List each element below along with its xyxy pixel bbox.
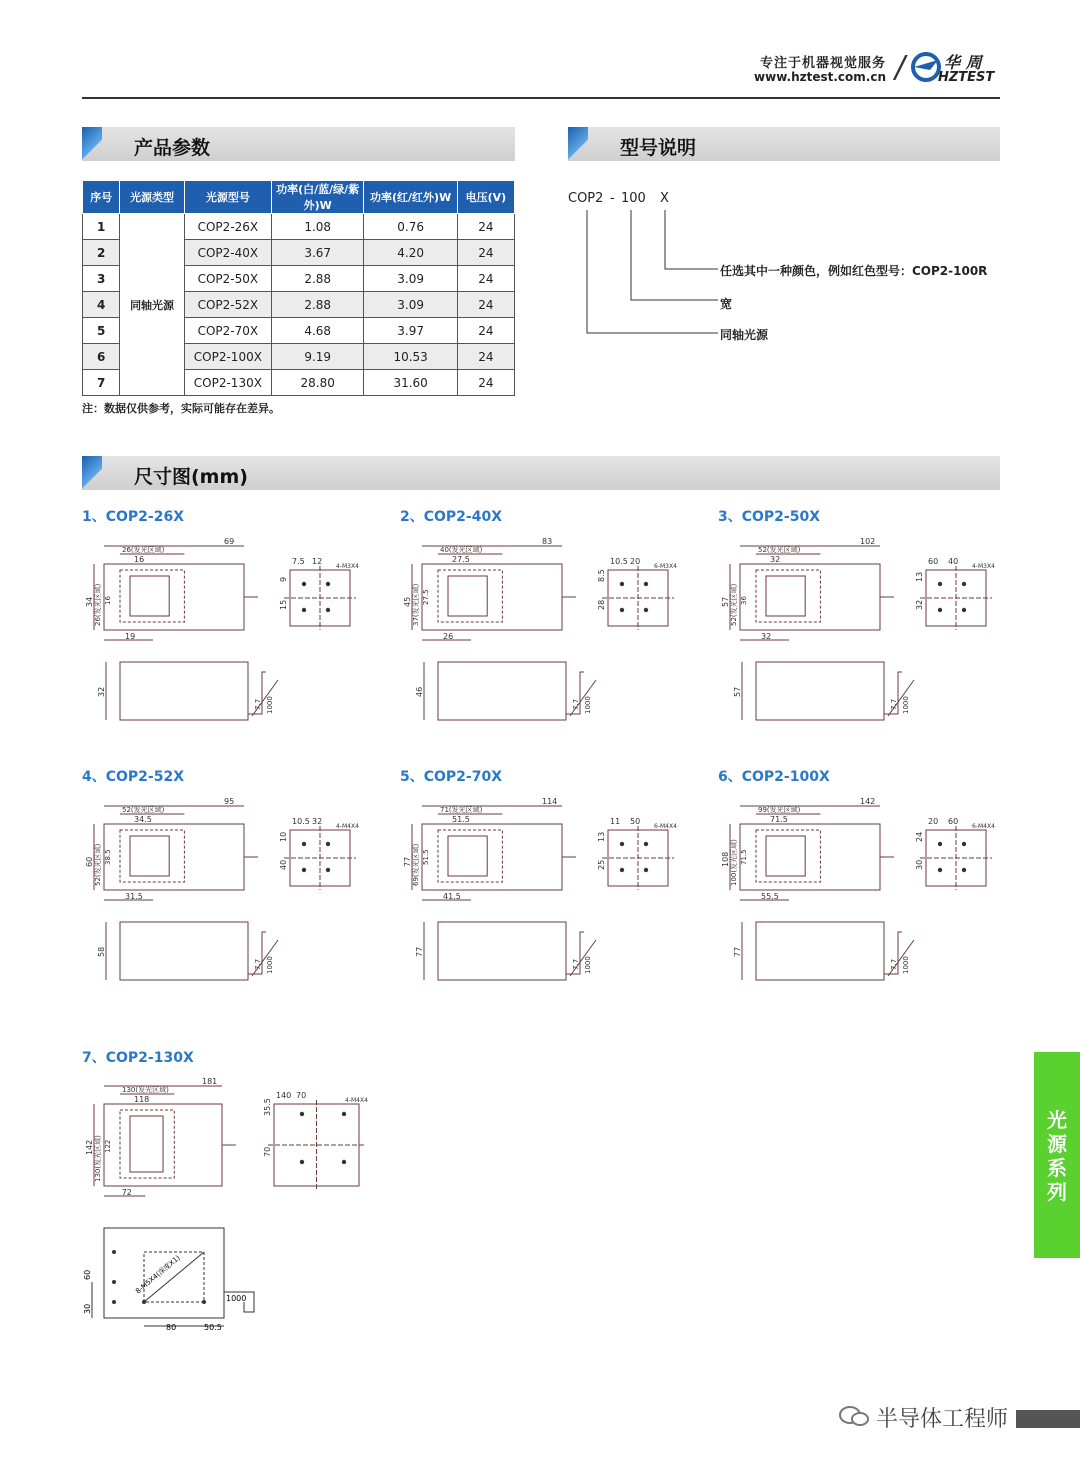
screw-hole — [326, 582, 330, 586]
side-view-body — [756, 922, 884, 980]
screw-hole — [962, 868, 966, 872]
cell-p1: 3.67 — [271, 240, 363, 266]
cell-model: COP2-70X — [184, 318, 271, 344]
section-triangle-icon — [82, 456, 102, 490]
drawing-5 — [400, 788, 690, 993]
screw-dim-d: 24 — [915, 831, 924, 842]
d7b-w1: 80 — [166, 1323, 177, 1332]
cell-v: 24 — [457, 240, 514, 266]
screw-hole — [302, 582, 306, 586]
model-desc-width: 宽 — [720, 297, 733, 311]
cable-length: 1000 — [266, 956, 274, 974]
screw-hole — [962, 608, 966, 612]
screw-dim-b: 60 — [948, 817, 959, 826]
model-code-part2: 100 — [621, 191, 646, 206]
cell-p2: 3.97 — [364, 318, 457, 344]
screw-hole — [644, 868, 648, 872]
dim-height: 142 — [85, 1139, 94, 1155]
dim-height: 60 — [85, 856, 94, 867]
screw-dim-d: 13 — [597, 831, 606, 842]
screw-hole — [300, 1112, 304, 1116]
cell-p1: 28.80 — [271, 370, 363, 396]
dim-width: 114 — [542, 797, 558, 806]
d7b-h1: 60 — [83, 1269, 92, 1280]
dim-inner: 71.5 — [770, 815, 788, 824]
cell-v: 24 — [457, 344, 514, 370]
section-model-title: 型号说明 — [620, 137, 697, 159]
dim-height: 45 — [403, 596, 412, 607]
th-no: 序号 — [83, 181, 120, 214]
screw-dim-a: 60 — [928, 557, 939, 566]
dim-height: 108 — [721, 851, 730, 867]
dim-width: 69 — [224, 537, 235, 546]
screw-spec: 6-M3X4 — [654, 563, 677, 570]
header-url[interactable]: www.hztest.com.cn — [754, 70, 886, 84]
screw-hole — [644, 582, 648, 586]
d7b-screw: 8-M5X4(深度X1) — [134, 1253, 182, 1296]
screw-hole — [938, 868, 942, 872]
screw-hole — [300, 1160, 304, 1164]
cell-p2: 31.60 — [364, 370, 457, 396]
window — [448, 576, 487, 616]
d7b-cable: 1000 — [226, 1294, 247, 1303]
th-type: 光源类型 — [120, 181, 184, 214]
screw-spec: 4-M3X4 — [336, 563, 359, 570]
side-height: 46 — [415, 686, 424, 697]
cable-length: 1000 — [266, 696, 274, 714]
dim-offset: 26 — [443, 632, 454, 641]
screw-dim-c: 25 — [597, 859, 606, 870]
screw-dim-c: 15 — [279, 599, 288, 610]
dim-emit-width: 40(发光区域) — [440, 546, 483, 554]
cell-p2: 10.53 — [364, 344, 457, 370]
table-header-row — [83, 181, 515, 214]
model-code-part3: X — [660, 191, 669, 206]
drawing-title: 3、COP2-50X — [718, 509, 821, 525]
dim-offset: 32 — [761, 632, 772, 641]
screw-dim-b: 50 — [630, 817, 641, 826]
screw-dim-b: 70 — [296, 1091, 307, 1100]
window — [130, 576, 169, 616]
params-table — [82, 180, 515, 396]
cell-v: 24 — [457, 318, 514, 344]
dim-inner: 34.5 — [134, 815, 152, 824]
wechat-icon — [838, 1404, 870, 1428]
side-height: 58 — [97, 946, 106, 957]
screw-hole — [326, 842, 330, 846]
dim-inner: 16 — [134, 555, 145, 564]
screw-hole — [620, 582, 624, 586]
cell-model: COP2-26X — [184, 214, 271, 240]
front-view-body — [104, 824, 244, 890]
cable-length: 1000 — [902, 956, 910, 974]
screw-hole — [938, 842, 942, 846]
section-params — [82, 127, 515, 161]
screw-hole — [644, 608, 648, 612]
model-code-dash: - — [610, 191, 615, 206]
dim-height: 57 — [721, 596, 730, 607]
th-power-red: 功率(红/红外)W — [364, 181, 457, 214]
drawing-7 — [82, 1069, 372, 1239]
screw-dim-a: 7.5 — [292, 557, 305, 566]
dim-emit-height: 52(发光区域) — [730, 583, 738, 626]
drawing-title: 5、COP2-70X — [400, 769, 503, 785]
dim-inner: 27.5 — [452, 555, 470, 564]
side-height: 32 — [97, 686, 106, 697]
cell-no: 3 — [83, 266, 120, 292]
dim-offset: 41.5 — [443, 892, 461, 901]
dim-offset: 55.5 — [761, 892, 779, 901]
screw-hole — [620, 868, 624, 872]
section-model — [568, 127, 1000, 161]
screw-spec: 6-M4X4 — [654, 823, 677, 830]
screw-spec: 4-M4X4 — [336, 823, 359, 830]
cell-p2: 0.76 — [364, 214, 457, 240]
model-code-leaders — [568, 205, 728, 340]
cable-height: 7.7 — [254, 958, 262, 970]
brand-name-cn: 华 周 — [944, 53, 982, 72]
cell-p2: 3.09 — [364, 292, 457, 318]
header-rule — [82, 97, 1000, 99]
screw-dim-b: 20 — [630, 557, 641, 566]
screw-dim-c: 40 — [279, 859, 288, 870]
cell-model: COP2-50X — [184, 266, 271, 292]
screw-dim-b: 40 — [948, 557, 959, 566]
dim-emit-width: 130(发光区域) — [122, 1086, 169, 1094]
d7b-h2: 30 — [83, 1303, 92, 1314]
screw-dim-b: 12 — [312, 557, 323, 566]
dim-emit-width: 52(发光区域) — [758, 546, 801, 554]
drawing-6 — [718, 788, 1008, 993]
screw-dim-b: 32 — [312, 817, 323, 826]
cell-model: COP2-130X — [184, 370, 271, 396]
dim-inner: 51.5 — [452, 815, 470, 824]
screw-dim-a: 11 — [610, 817, 621, 826]
window — [766, 836, 805, 876]
dim-inner-height: 36 — [740, 596, 748, 605]
screw-hole — [938, 582, 942, 586]
dim-width: 181 — [202, 1077, 218, 1086]
screw-dim-d: 13 — [915, 571, 924, 582]
dim-emit-height: 69(发光区域) — [412, 843, 420, 886]
cable-height: 7.7 — [572, 698, 580, 710]
dim-height: 77 — [403, 856, 412, 867]
side-tab-label: 光源系列 — [1047, 1108, 1067, 1204]
page-number-bar — [1016, 1410, 1080, 1428]
dim-width: 102 — [860, 537, 876, 546]
drawing-title: 2、COP2-40X — [400, 509, 503, 525]
side-view-body — [756, 662, 884, 720]
screw-hole — [302, 608, 306, 612]
cell-model: COP2-52X — [184, 292, 271, 318]
screw-hole — [342, 1160, 346, 1164]
cell-p1: 2.88 — [271, 266, 363, 292]
cell-no: 4 — [83, 292, 120, 318]
screw-dim-c: 28 — [597, 599, 606, 610]
section-dims-title: 尺寸图(mm) — [134, 466, 248, 488]
table-row — [83, 214, 515, 240]
front-view-body — [422, 564, 562, 630]
cell-no: 5 — [83, 318, 120, 344]
model-code-part1: COP2 — [568, 191, 604, 206]
cable-height: 7.7 — [890, 958, 898, 970]
drawing-title: 7、COP2-130X — [82, 1050, 194, 1066]
screw-dim-c: 70 — [263, 1146, 272, 1157]
cable-height: 7.7 — [254, 698, 262, 710]
d7b-w2: 50.5 — [204, 1323, 222, 1332]
side-view-body — [438, 922, 566, 980]
window — [130, 1116, 163, 1172]
dim-width: 83 — [542, 537, 553, 546]
cell-p1: 4.68 — [271, 318, 363, 344]
screw-hole — [938, 608, 942, 612]
cell-no: 7 — [83, 370, 120, 396]
cell-v: 24 — [457, 266, 514, 292]
emit-area — [120, 1110, 174, 1178]
screw-hole — [644, 842, 648, 846]
cell-p1: 1.08 — [271, 214, 363, 240]
dim-inner-height: 27.5 — [422, 589, 430, 605]
dim-emit-width: 99(发光区域) — [758, 806, 801, 814]
screw-hole — [302, 868, 306, 872]
cell-v: 24 — [457, 292, 514, 318]
dim-emit-height: 37(发光区域) — [412, 583, 420, 626]
cable-length: 1000 — [584, 956, 592, 974]
dim-offset: 72 — [121, 1188, 132, 1197]
dim-emit-width: 71(发光区域) — [440, 806, 483, 814]
screw-hole — [326, 868, 330, 872]
th-power-white: 功率(白/蓝/绿/紫外)W — [271, 181, 363, 214]
header-divider: / — [895, 50, 906, 85]
side-height: 57 — [733, 686, 742, 697]
screw-dim-a: 10.5 — [292, 817, 310, 826]
dim-emit-height: 100(发光区域) — [730, 839, 738, 886]
screw-dim-a: 140 — [276, 1091, 292, 1100]
dim-inner: 32 — [770, 555, 781, 564]
cell-p2: 4.20 — [364, 240, 457, 266]
screw-hole — [962, 842, 966, 846]
side-height: 77 — [415, 946, 424, 957]
dim-inner-height: 51.5 — [422, 849, 430, 865]
side-view-body — [438, 662, 566, 720]
cell-no: 1 — [83, 214, 120, 240]
window — [130, 836, 169, 876]
front-view-body — [740, 824, 880, 890]
screw-dim-d: 8.5 — [597, 569, 606, 582]
dim-offset: 31.5 — [125, 892, 143, 901]
dim-inner-height: 16 — [104, 596, 112, 605]
dim-inner-height: 122 — [104, 1139, 112, 1153]
dim-width: 95 — [224, 797, 235, 806]
cell-model: COP2-100X — [184, 344, 271, 370]
th-model: 光源型号 — [184, 181, 271, 214]
section-dims — [82, 456, 1000, 490]
side-view-body — [120, 662, 248, 720]
dim-emit-height: 130(发光区域) — [94, 1135, 102, 1182]
side-height: 77 — [733, 946, 742, 957]
model-desc-color: 任选其中一种颜色，例如红色型号：COP2-100R — [720, 264, 988, 278]
dim-emit-width: 52(发光区域) — [122, 806, 165, 814]
screw-spec: 6-M4X4 — [972, 823, 995, 830]
front-view-body — [740, 564, 880, 630]
window — [766, 576, 805, 616]
screw-hole — [620, 608, 624, 612]
dim-inner-height: 38.5 — [104, 849, 112, 865]
dim-width: 142 — [860, 797, 876, 806]
cable-height: 7.7 — [572, 958, 580, 970]
th-voltage: 电压(V) — [457, 181, 514, 214]
screw-hole — [962, 582, 966, 586]
drawing-7-bottom-view — [82, 1222, 282, 1334]
dim-inner-height: 71.5 — [740, 849, 748, 865]
window — [448, 836, 487, 876]
drawing-1 — [82, 528, 372, 733]
screw-hole — [620, 842, 624, 846]
cell-p1: 9.19 — [271, 344, 363, 370]
drawing-title: 6、COP2-100X — [718, 769, 830, 785]
side-view-body — [120, 922, 248, 980]
screw-dim-d: 35.5 — [263, 1098, 272, 1116]
cable-height: 7.7 — [890, 698, 898, 710]
screw-dim-c: 30 — [915, 859, 924, 870]
screw-hole — [342, 1112, 346, 1116]
table-note: 注：数据仅供参考，实际可能存在差异。 — [82, 402, 280, 415]
cell-no: 2 — [83, 240, 120, 266]
dim-height: 34 — [85, 596, 94, 607]
drawing-4 — [82, 788, 372, 993]
screw-dim-a: 10.5 — [610, 557, 628, 566]
header-slogan: 专注于机器视觉服务 — [759, 56, 886, 71]
cell-p1: 2.88 — [271, 292, 363, 318]
front-view-body — [422, 824, 562, 890]
section-triangle-icon — [82, 127, 102, 161]
cell-p2: 3.09 — [364, 266, 457, 292]
model-desc-type: 同轴光源 — [720, 328, 769, 342]
screw-hole — [326, 608, 330, 612]
drawing-2 — [400, 528, 690, 733]
brand-name-en: HZTEST — [938, 70, 995, 85]
screw-dim-a: 20 — [928, 817, 939, 826]
section-triangle-icon — [568, 127, 588, 161]
cell-v: 24 — [457, 214, 514, 240]
dim-emit-width: 26(发光区域) — [122, 546, 165, 554]
watermark-text: 半导体工程师 — [876, 1407, 1009, 1432]
cell-no: 6 — [83, 344, 120, 370]
cable-length: 1000 — [584, 696, 592, 714]
dim-emit-height: 26(发光区域) — [94, 583, 102, 626]
screw-spec: 4-M4X4 — [345, 1097, 368, 1104]
side-tab[interactable] — [1034, 1052, 1080, 1258]
dim-emit-height: 52(发光区域) — [94, 843, 102, 886]
front-view-body — [104, 564, 244, 630]
cell-type: 同轴光源 — [120, 214, 184, 396]
drawing-title: 1、COP2-26X — [82, 509, 185, 525]
screw-spec: 4-M3X4 — [972, 563, 995, 570]
screw-hole — [302, 842, 306, 846]
cell-v: 24 — [457, 370, 514, 396]
screw-dim-d: 10 — [279, 831, 288, 842]
section-params-title: 产品参数 — [134, 137, 211, 159]
cable-length: 1000 — [902, 696, 910, 714]
drawing-3 — [718, 528, 1008, 733]
screw-dim-c: 32 — [915, 599, 924, 610]
cell-model: COP2-40X — [184, 240, 271, 266]
dim-inner: 118 — [134, 1095, 150, 1104]
screw-dim-d: 9 — [279, 576, 288, 582]
drawing-title: 4、COP2-52X — [82, 769, 185, 785]
dim-offset: 19 — [125, 632, 136, 641]
